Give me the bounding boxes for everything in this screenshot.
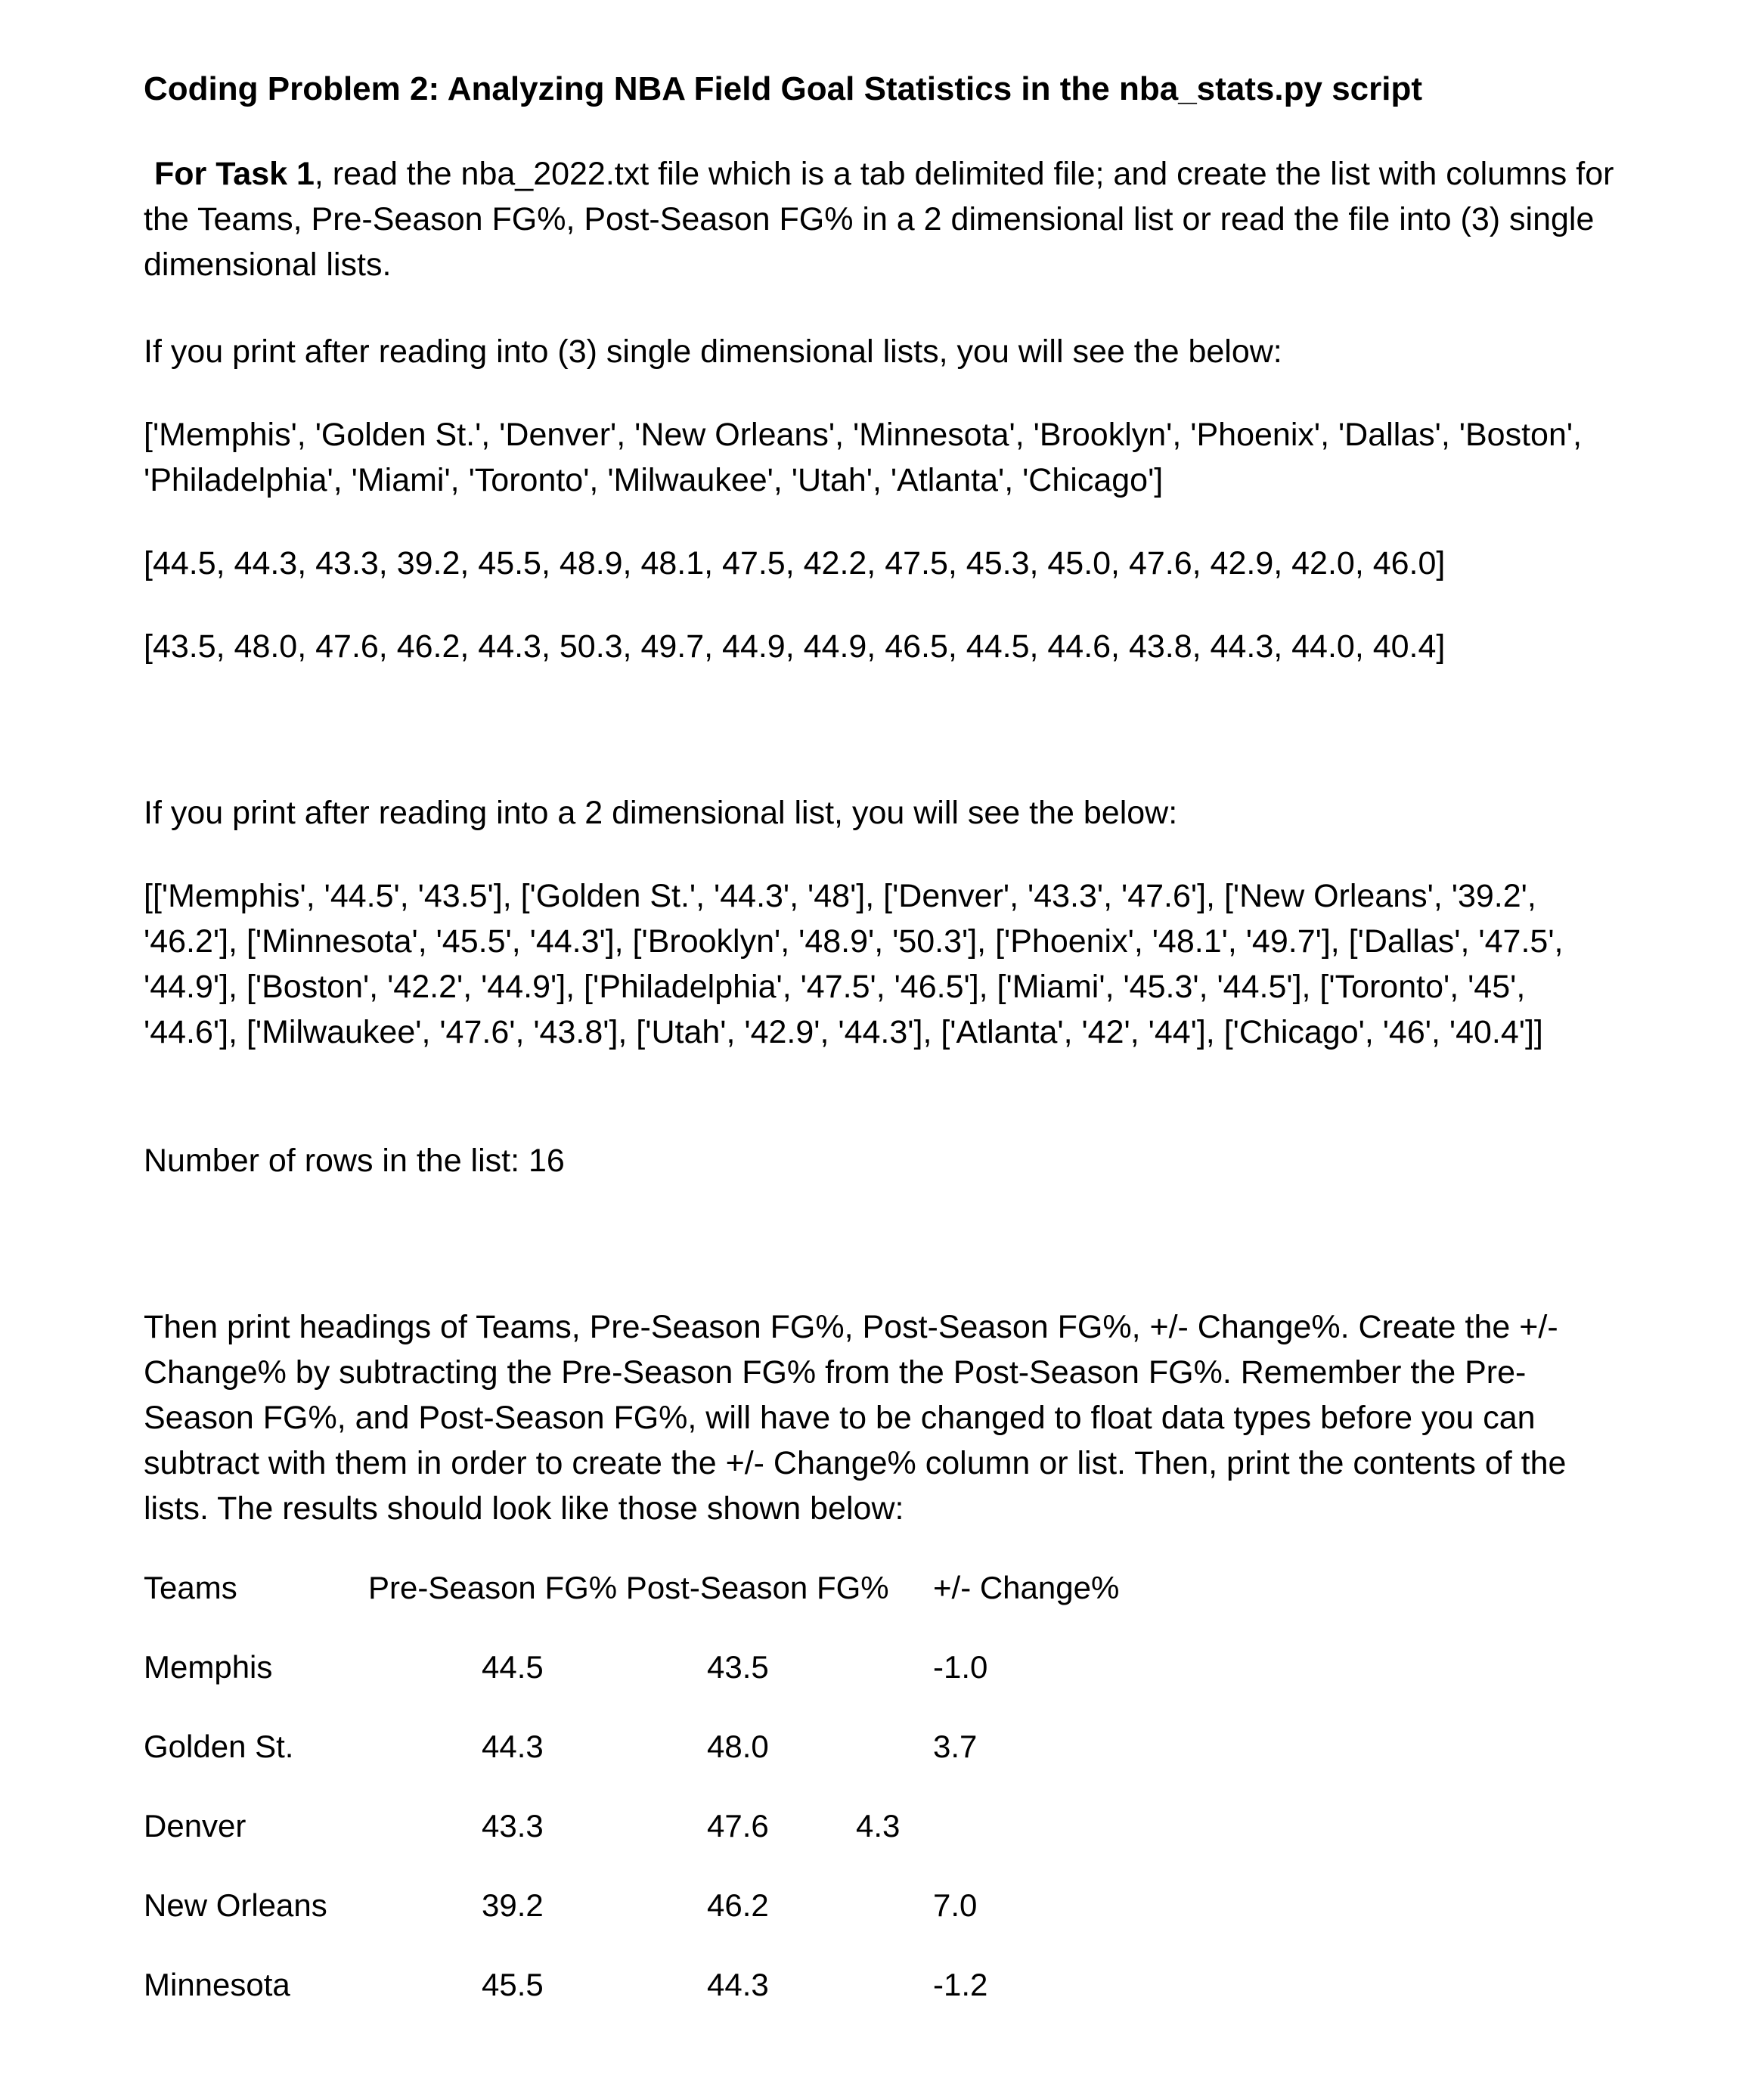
row-post: 43.5	[707, 1649, 769, 1685]
two-d-intro: If you print after reading into a 2 dimensional list, you will see the below:	[144, 795, 1178, 831]
row-team: Denver	[144, 1808, 246, 1844]
row-pre: 45.5	[482, 1967, 544, 2002]
row-change: 4.3	[856, 1808, 901, 1844]
post-season-list-output: [43.5, 48.0, 47.6, 46.2, 44.3, 50.3, 49.7, 44.9, 44.9, 46.5, 44.5, 44.6, 43.8, 44.3, 44.0, 40.4]	[144, 628, 1446, 665]
pre-season-list-output: [44.5, 44.3, 43.3, 39.2, 45.5, 48.9, 48.1, 47.5, 42.2, 47.5, 45.3, 45.0, 47.6, 42.9, 42.0, 46.0]	[144, 545, 1446, 581]
row-team: New Orleans	[144, 1887, 327, 1923]
row-pre: 43.3	[482, 1808, 544, 1844]
row-pre: 39.2	[482, 1887, 544, 1923]
row-team: Golden St.	[144, 1729, 294, 1764]
teams-list-output: ['Memphis', 'Golden St.', 'Denver', 'New Orleans', 'Minnesota', 'Brooklyn', 'Phoenix', 'Dallas', 'Boston', 'Philadelphia', 'Miami', 'Toronto', 'Milwaukee', 'Utah', 'Atlanta', 'Chicago']	[144, 417, 1583, 498]
header-change: +/- Change%	[933, 1570, 1120, 1605]
row-post: 48.0	[707, 1729, 769, 1764]
single-lists-intro: If you print after reading into (3) single dimensional lists, you will see the below:	[144, 333, 1282, 370]
row-change: -1.0	[933, 1649, 988, 1685]
task1-paragraph	[144, 151, 1626, 287]
row-team: Memphis	[144, 1649, 273, 1685]
two-d-list-output: [['Memphis', '44.5', '43.5'], ['Golden St.', '44.3', '48'], ['Denver', '43.3', '47.6'], ['New Orleans', '39.2', '46.2'], ['Minnesota', '45.5', '44.3'], ['Brooklyn', '48.9', '50.3'], ['Phoenix', '48.1', '49.7'], ['Dallas', '47.5', '44.9'], ['Boston', '42.2', '44.9'], ['Philadelphia', '47.5', '46.5'], ['Miami', '45.3', '44.5'], ['Toronto', '45', '44.6'], ['Milwaukee', '47.6', '43.8'], ['Utah', '42.9', '44.3'], ['Atlanta', '42', '44'], ['Chicago', '46', '40.4']]	[144, 878, 1564, 1050]
instructions-paragraph: Then print headings of Teams, Pre-Season FG%, Post-Season FG%, +/- Change%. Create the +/- Change% by subtracting the Pre-Season FG% from the Post-Season FG%. Remember the Pre-Season FG%, and Post-Season FG%, will have to be changed to float data types before you can subtract with them in order to create the +/- Change% column or list. Then, print the contents of the lists. The results should look like those shown below:	[144, 1309, 1567, 1527]
rows-count-line: Number of rows in the list: 16	[144, 1143, 565, 1179]
row-post: 44.3	[707, 1967, 769, 2002]
page-title: Coding Problem 2: Analyzing NBA Field Goal Statistics in the nba_stats.py script	[144, 70, 1423, 107]
row-post: 47.6	[707, 1808, 769, 1844]
row-change: 7.0	[933, 1887, 978, 1923]
row-team: Minnesota	[144, 1967, 290, 2002]
header-pre-post-season: Pre-Season FG% Post-Season FG%	[368, 1570, 889, 1605]
row-pre: 44.3	[482, 1729, 544, 1764]
row-change: -1.2	[933, 1967, 988, 2002]
row-change: 3.7	[933, 1729, 978, 1764]
header-teams: Teams	[144, 1570, 237, 1605]
task1-label: For Task 1	[154, 156, 315, 192]
task1-text: , read the nba_2022.txt file which is a tab delimited file; and create the list with columns for the Teams, Pre-Season FG%, Post-Season FG% in a 2 dimensional list or read the file into (3) single dimensional lists.	[144, 156, 1614, 283]
row-post: 46.2	[707, 1887, 769, 1923]
row-pre: 44.5	[482, 1649, 544, 1685]
